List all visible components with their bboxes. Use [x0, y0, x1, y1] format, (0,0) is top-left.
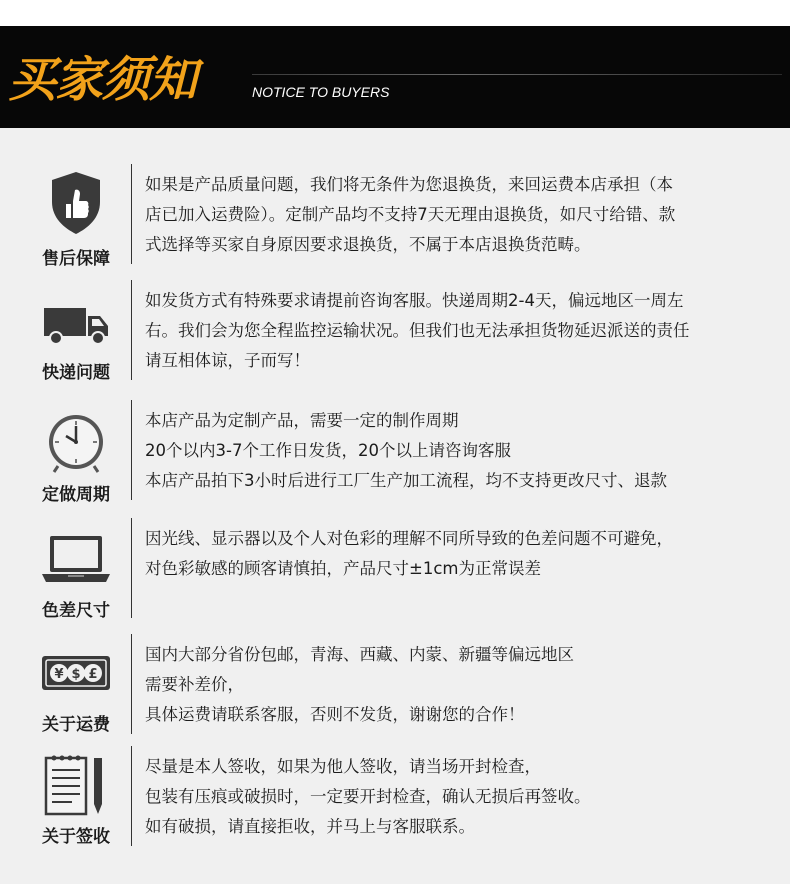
text-line: 本店产品为定制产品，需要一定的制作周期 — [145, 411, 459, 430]
section-text — [145, 286, 775, 376]
section-label: 色差尺寸 — [42, 601, 110, 621]
section-label: 售后保障 — [42, 249, 110, 269]
section-label: 关于签收 — [42, 827, 110, 847]
section-divider — [131, 400, 132, 500]
text-line: 具体运费请联系客服，否则不发货，谢谢您的合作！ — [145, 705, 525, 724]
page-title: 买家须知 — [8, 52, 197, 108]
text-line: 因光线、显示器以及个人对色彩的理解不同所导致的色差问题不可避免， — [145, 529, 673, 548]
section-divider — [131, 518, 132, 618]
currency-icon — [40, 648, 112, 714]
section-divider — [131, 746, 132, 846]
section-label: 关于运费 — [42, 715, 110, 735]
section-text — [145, 640, 775, 730]
delivery-truck-icon — [40, 290, 112, 356]
page-subtitle: NOTICE TO BUYERS — [252, 84, 390, 100]
section-label: 快递问题 — [42, 363, 110, 383]
section-text — [145, 170, 775, 260]
laptop-icon — [40, 528, 112, 594]
section-text — [145, 752, 775, 842]
section-divider — [131, 634, 132, 734]
notice-content — [0, 128, 790, 884]
svg-text:$: $ — [71, 667, 81, 682]
text-line: 20个以内3-7个工作日发货，20个以上请咨询客服 — [145, 441, 511, 460]
text-line: 如果是产品质量问题，我们将无条件为您退换货，来回运费本店承担（本 — [145, 175, 673, 194]
thumbs-up-shield-icon — [40, 170, 112, 236]
notepad-pen-icon — [40, 752, 112, 818]
text-line: 式选择等买家自身原因要求退换货，不属于本店退换货范畴。 — [145, 235, 591, 254]
section-text — [145, 524, 775, 584]
section-label: 定做周期 — [42, 485, 110, 505]
text-line: 需要补差价， — [145, 675, 244, 694]
text-line: 如发货方式有特殊要求请提前咨询客服。快递周期2-4天，偏远地区一周左 — [145, 291, 684, 310]
text-line: 对色彩敏感的顾客请慎拍，产品尺寸±1cm为正常误差 — [145, 559, 541, 578]
text-line: 包装有压痕或破损时，一定要开封检查，确认无损后再签收。 — [145, 787, 591, 806]
header-banner — [0, 26, 790, 128]
text-line: 右。我们会为您全程监控运输状况。但我们也无法承担货物延迟派送的责任 — [145, 321, 690, 340]
section-divider — [131, 164, 132, 264]
alarm-clock-icon — [40, 408, 112, 474]
text-line: 尽量是本人签收，如果为他人签收，请当场开封检查， — [145, 757, 541, 776]
text-line: 店已加入运费险）。定制产品均不支持7天无理由退换货，如尺寸给错、款 — [145, 205, 676, 224]
text-line: 本店产品拍下3小时后进行工厂生产加工流程，均不支持更改尺寸、退款 — [145, 471, 667, 490]
text-line: 国内大部分省份包邮，青海、西藏、内蒙、新疆等偏远地区 — [145, 645, 574, 664]
svg-text:¥: ¥ — [54, 667, 64, 682]
header-divider — [252, 74, 782, 75]
text-line: 如有破损，请直接拒收，并马上与客服联系。 — [145, 817, 475, 836]
section-text — [145, 406, 775, 496]
svg-text:£: £ — [88, 667, 98, 682]
section-divider — [131, 280, 132, 380]
text-line: 请互相体谅，子而写！ — [145, 351, 310, 370]
